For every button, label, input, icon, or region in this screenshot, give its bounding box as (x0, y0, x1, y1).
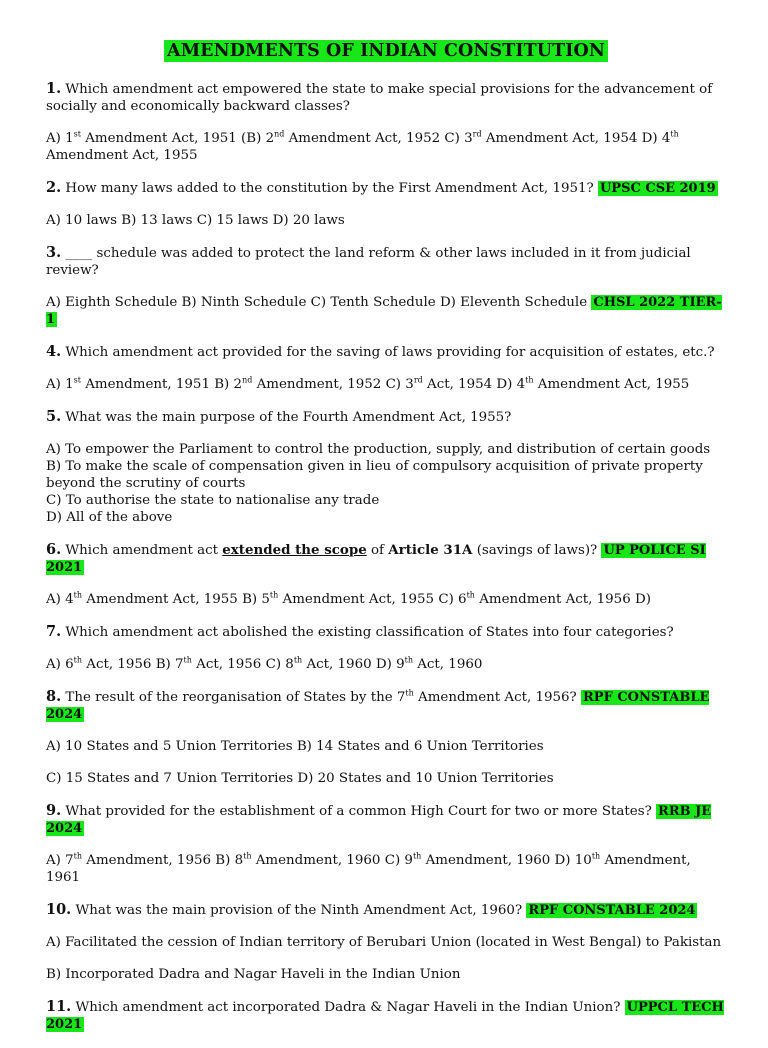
option-text: A) 1 (46, 377, 74, 392)
ordinal-suffix: th (243, 851, 252, 861)
ordinal-suffix: rd (472, 129, 482, 139)
title-wrap (46, 40, 726, 62)
options-10b: B) Incorporated Dadra and Nagar Haveli in the Indian Union (46, 967, 461, 982)
page-title: AMENDMENTS OF INDIAN CONSTITUTION (164, 40, 608, 62)
ordinal-suffix: th (269, 590, 279, 600)
option-text: Amendment Act, 1955 (533, 377, 690, 392)
question-text: What provided for the establishment of a common High Court for two or more States? (65, 804, 657, 819)
ordinal-suffix: th (412, 851, 422, 861)
option-text: Amendment, 1951 B) 2 (81, 377, 243, 392)
options-10a: A) Facilitated the cession of Indian territory of Berubari Union (located in West Bengal) to Pakistan (46, 935, 722, 950)
exam-tag: UPSC CSE 2019 (599, 181, 716, 196)
question-text: What was the main provision of the Ninth Amendment Act, 1960? (75, 903, 527, 918)
question-number: 8. (46, 688, 62, 705)
option-text: Act, 1956 B) 7 (82, 657, 184, 672)
ordinal-suffix: th (293, 655, 303, 665)
question-number: 5. (46, 408, 62, 425)
exam-tag: UP POLICE SI 2021 (46, 543, 706, 575)
option-text: Amendment, 1960 D) 10 (421, 853, 592, 868)
question-number: 6. (46, 541, 62, 558)
option-text: A) 6 (46, 657, 74, 672)
bold-phrase: Article 31A (388, 542, 473, 558)
ordinal-suffix: st (73, 129, 81, 139)
options-9 (46, 852, 726, 886)
exam-tag: RPF CONSTABLE 2024 (528, 903, 696, 918)
option-text: Act, 1960 (412, 657, 483, 672)
question-number: 9. (46, 802, 62, 819)
option-text: A) Eighth Schedule B) Ninth Schedule C) Tenth Schedule D) Eleventh Schedule (46, 295, 592, 310)
question-number: 10. (46, 901, 72, 918)
ordinal-suffix: th (183, 655, 192, 665)
underlined-phrase: extended the scope (222, 542, 367, 558)
ordinal-suffix: th (73, 655, 83, 665)
question-number: 7. (46, 623, 62, 640)
ordinal-suffix: rd (413, 375, 423, 385)
option-text: Act, 1960 D) 9 (302, 657, 405, 672)
option-text: Amendment Act, 1951 (B) 2 (81, 131, 275, 146)
exam-tag: RRB JE 2024 (46, 804, 712, 836)
options-3 (46, 294, 726, 328)
question-9 (46, 802, 726, 837)
question-text: (savings of laws)? (472, 543, 602, 558)
question-text: How many laws added to the constitution by the First Amendment Act, 1951? (65, 181, 598, 196)
ordinal-suffix: th (466, 590, 475, 600)
question-text: ____ schedule was added to protect the land reform & other laws included in it from judicial review? (46, 246, 691, 278)
options-7 (46, 656, 726, 673)
ordinal-suffix: nd (242, 375, 253, 385)
option-text: A) 1 (46, 131, 74, 146)
ordinal-suffix: th (73, 590, 83, 600)
exam-tag: CHSL 2022 TIER-1 (46, 295, 722, 327)
option-a: A) To empower the Parliament to control the production, supply, and distribution of certain goods (46, 442, 711, 457)
question-text: Amendment Act, 1956? (413, 690, 581, 705)
option-text: Amendment Act, 1955 B) 5 (82, 592, 270, 607)
exam-tag: UPPCL TECH 2021 (46, 1000, 724, 1032)
question-text: Which amendment act (65, 543, 223, 558)
question-7 (46, 623, 726, 641)
question-number: 3. (46, 244, 62, 261)
option-d: D) All of the above (46, 510, 173, 525)
option-text: Amendment Act, 1952 C) 3 (284, 131, 473, 146)
option-text: Act, 1954 D) 4 (422, 377, 526, 392)
option-text: A) 4 (46, 592, 74, 607)
option-text: Amendment, 1961 (46, 853, 691, 885)
ordinal-suffix: st (73, 375, 81, 385)
question-text: Which amendment act provided for the saving of laws providing for acquisition of estates, etc.? (65, 345, 715, 360)
option-text: Act, 1956 C) 8 (191, 657, 294, 672)
question-text: What was the main purpose of the Fourth Amendment Act, 1955? (65, 410, 512, 425)
option-text: A) 7 (46, 853, 74, 868)
option-text: Amendment Act, 1955 (46, 148, 198, 163)
option-b: B) To make the scale of compensation given in lieu of compulsory acquisition of private property beyond the scrutiny of courts (46, 459, 703, 491)
ordinal-suffix: th (591, 851, 601, 861)
question-8 (46, 688, 726, 723)
option-c: C) To authorise the state to nationalise any trade (46, 493, 380, 508)
option-text: Amendment Act, 1955 C) 6 (278, 592, 467, 607)
question-number: 1. (46, 80, 62, 97)
ordinal-suffix: th (73, 851, 83, 861)
options-8a: A) 10 States and 5 Union Territories B) 14 States and 6 Union Territories (46, 739, 544, 754)
question-10 (46, 901, 726, 919)
options-6 (46, 591, 726, 608)
document-page (46, 40, 726, 1048)
question-number: 11. (46, 998, 72, 1015)
option-text: Amendment, 1960 C) 9 (251, 853, 413, 868)
question-number: 4. (46, 343, 62, 360)
ordinal-suffix: th (405, 688, 414, 698)
question-number: 2. (46, 179, 62, 196)
ordinal-suffix: th (525, 375, 534, 385)
options-2: A) 10 laws B) 13 laws C) 15 laws D) 20 laws (46, 213, 345, 228)
ordinal-suffix: th (670, 129, 679, 139)
question-4 (46, 343, 726, 361)
question-3 (46, 244, 726, 279)
options-1 (46, 130, 726, 164)
question-11 (46, 998, 726, 1033)
ordinal-suffix: nd (274, 129, 285, 139)
option-text: Amendment, 1956 B) 8 (82, 853, 244, 868)
question-text: Which amendment act empowered the state to make special provisions for the advancement of socially and economically backward classes? (46, 82, 713, 114)
options-8b: C) 15 States and 7 Union Territories D) 20 States and 10 Union Territories (46, 771, 554, 786)
question-text: of (366, 543, 389, 558)
ordinal-suffix: th (404, 655, 413, 665)
question-5 (46, 408, 726, 426)
question-2 (46, 179, 726, 197)
exam-tag: RPF CONSTABLE 2024 (46, 690, 710, 722)
question-1 (46, 80, 726, 115)
options-5 (46, 441, 726, 526)
option-text: Amendment Act, 1954 D) 4 (481, 131, 671, 146)
question-6 (46, 541, 726, 576)
option-text: Amendment, 1952 C) 3 (252, 377, 414, 392)
question-text: Which amendment act abolished the existing classification of States into four categories? (65, 625, 674, 640)
option-text: Amendment Act, 1956 D) (474, 592, 651, 607)
question-text: The result of the reorganisation of States by the 7 (65, 690, 406, 705)
options-4 (46, 376, 726, 393)
question-text: Which amendment act incorporated Dadra & Nagar Haveli in the Indian Union? (75, 1000, 625, 1015)
